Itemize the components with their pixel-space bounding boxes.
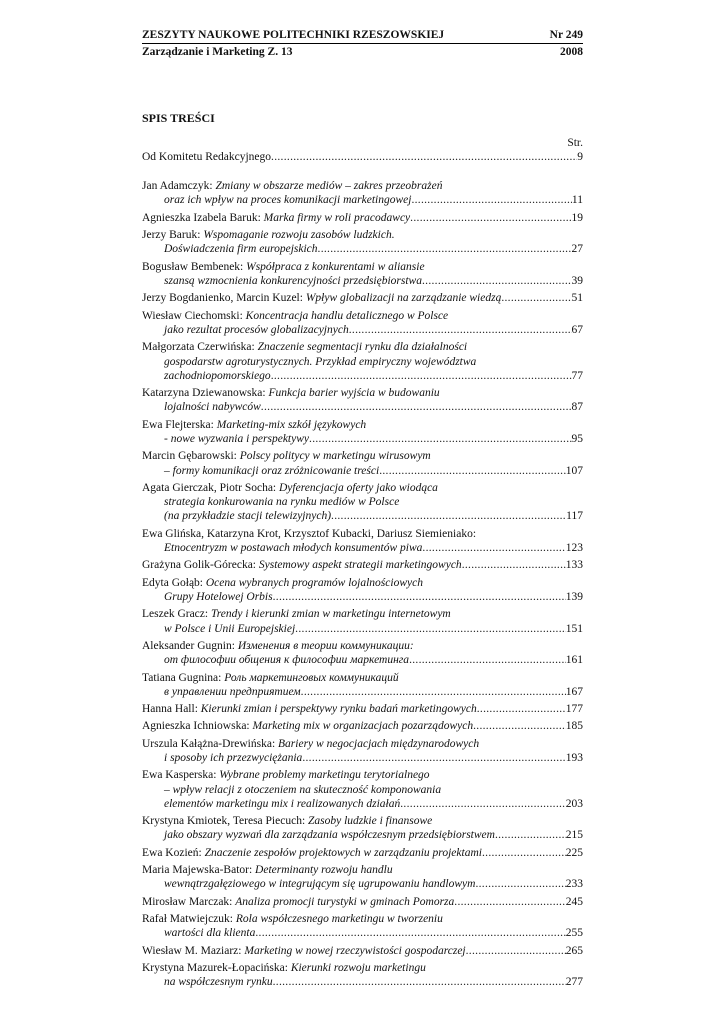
dot-leader [501,291,571,305]
dot-leader [349,323,572,337]
entry-author: Aleksander Gugnin: [142,639,238,652]
entry-author: Leszek Gracz: [142,608,211,621]
entry-page-number: 139 [565,590,583,603]
toc-entry [142,607,583,635]
toc-entry [142,702,583,716]
entry-page-number: 151 [565,622,583,635]
entry-title: - nowe wyzwania i perspektywy [164,432,310,445]
entry-page-number: 77 [571,369,583,382]
toc-entry [142,846,583,860]
entry-author: Maria Majewska-Bator: [142,864,256,877]
entry-page-number: 95 [571,432,583,445]
entry-title: wartości dla klienta [164,927,256,940]
entry-author: Marcin Gębarowski: [142,450,240,463]
dot-leader [318,242,572,256]
document-page [142,28,583,990]
entry-title: jako rezultat procesów globalizacyjnych [164,323,349,336]
dot-leader [477,702,566,716]
entry-author: Hanna Hall: [142,703,201,716]
toc-entry [142,558,583,572]
entry-title: strategia konkurowania na rynku mediów w Polsce [164,496,400,509]
dot-leader [271,150,577,164]
toc-entry [142,228,583,256]
entry-page-number: 277 [565,976,583,989]
entry-title: Marketing w nowej rzeczywistości gospodarczej [244,944,466,957]
entry-page-number: 167 [565,685,583,698]
entry-author: Krystyna Kmiotek, Teresa Piecuch: [142,815,309,828]
toc-entry [142,719,583,733]
toc-entry [142,260,583,288]
entry-title: Determinanty rozwoju handlu [255,864,393,877]
entry-author: Ewa Glińska, Katarzyna Krot, Krzysztof Kubacki, Dariusz Siemieniako: [142,527,477,540]
entry-page-number: 233 [565,878,583,891]
toc-entry [142,814,583,842]
entry-title: w Polsce i Unii Europejskiej [164,622,296,635]
entry-title: elementów marketingu mix i realizowanych działań [164,797,401,810]
entry-title: oraz ich wpływ na proces komunikacji marketingowej [164,194,412,207]
entry-title: wewnątrzgałęziowego w integrującym się ugrupowaniu handlowym [164,878,476,891]
dot-leader [409,653,566,667]
entry-title: Kierunki zmian i perspektywy rynku badań marketingowych [200,703,477,716]
entry-page-number: 11 [571,194,583,207]
dot-leader [482,846,566,860]
entry-title: (na przykładzie stacji telewizyjnych) [164,510,332,523]
dot-leader [422,541,565,555]
entry-author: Agata Gierczak, Piotr Socha: [142,481,279,494]
entry-author: Urszula Kałążna-Drewińska: [142,737,279,750]
entry-title: Zmiany w obszarze mediów – zakres przeobrażeń [215,180,443,193]
entry-title: от философии общения к философии маркетинга [164,654,410,667]
issue-number: Nr 249 [549,29,583,41]
entry-title: Znaczenie zespołów projektowych w zarządzaniu projektami [204,846,482,859]
series-title: Zarządzanie i Marketing Z. 13 [142,46,293,58]
entry-page-number: 117 [566,510,583,523]
entry-page-number: 265 [565,944,583,957]
toc-entry [142,309,583,337]
entry-author: Ewa Kasperska: [142,769,220,782]
toc-entry [142,576,583,604]
entry-page-number: 177 [565,703,583,716]
toc-entry [142,179,583,207]
dot-leader [309,432,571,446]
entry-title: Marketing mix w organizacjach pozarządowych [252,720,474,733]
entry-title: в управлении предприятием [164,685,301,698]
entry-title: Ocena wybranych programów lojalnościowych [205,576,423,589]
entry-title: Funkcja barier wyjścia w budowaniu [268,387,440,400]
dot-leader [410,211,571,225]
dot-leader [301,685,566,699]
table-of-contents [142,150,583,990]
entry-author: Od Komitetu Redakcyjnego [142,151,272,163]
entry-title: Grupy Hotelowej Orbis [164,590,273,603]
entry-author: Bogusław Bembenek: [142,260,247,273]
entry-page-number: 9 [577,151,583,163]
dot-leader [473,719,566,733]
entry-author: Wiesław Ciechomski: [142,309,246,322]
entry-page-number: 255 [565,927,583,940]
entry-page-number: 67 [571,323,583,336]
entry-title: Wspomaganie rozwoju zasobów ludzkich. [203,229,395,242]
dot-leader [411,193,571,207]
entry-author: Jan Adamczyk: [142,180,216,193]
dot-leader [302,751,565,765]
toc-title: SPIS TREŚCI [142,111,215,125]
entry-title: Polscy politycy w marketingu wirusowym [239,450,431,463]
entry-title: Trendy i kierunki zmian w marketingu internetowym [210,608,451,621]
entry-title: jako obszary wyzwań dla zarządzania współczesnym przedsiębiorstwem [164,829,495,842]
entry-page-number: 161 [565,654,583,667]
dot-leader [273,590,566,604]
entry-title: szansą wzmocnienia konkurencyjności przedsiębiorstwa [164,274,422,287]
entry-author: Rafał Matwiejczuk: [142,913,236,926]
toc-entry [142,639,583,667]
entry-title: Analiza promocji turystyki w gminach Pomorza [235,895,455,908]
entry-page-number: 245 [565,895,583,908]
entry-page-number: 215 [565,829,583,842]
dot-leader [466,944,566,958]
entry-author: Mirosław Marczak: [142,895,236,908]
entry-author: Agnieszka Ichniowska: [142,720,253,733]
entry-title: Wpływ globalizacji na zarządzanie wiedzą [305,292,502,305]
entry-title: Роль маркетинговых коммуникаций [224,671,399,684]
dot-leader [255,926,565,940]
dot-leader [273,975,566,989]
toc-entry [142,912,583,940]
toc-entry [142,449,583,477]
entry-title: Wybrane problemy marketingu terytorialnego [219,769,430,782]
entry-author: Jerzy Bogdanienko, Marcin Kuzel: [142,292,306,305]
entry-page-number: 51 [571,292,583,305]
dot-leader [400,797,566,811]
entry-author: Edyta Gołąb: [142,576,206,589]
dot-leader [462,558,566,572]
dot-leader [261,400,572,414]
entry-title: Marka firmy w roli pracodawcy [263,211,411,224]
dot-leader [379,464,566,478]
entry-page-number: 203 [565,797,583,810]
entry-title: – wpływ relacji z otoczeniem na skuteczność komponowania [164,783,442,796]
entry-title: Współpraca z konkurentami w aliansie [246,260,425,273]
dot-leader [475,877,565,891]
dot-leader [331,509,566,523]
entry-author: Wiesław M. Maziarz: [142,944,245,957]
toc-entry [142,340,583,383]
entry-page-number: 87 [571,401,583,414]
toc-entry [142,768,583,811]
entry-author: Agnieszka Izabela Baruk: [142,211,264,224]
entry-author: Ewa Flejterska: [142,418,217,431]
entry-page-number: 27 [571,243,583,256]
dot-leader [271,369,572,383]
entry-page-number: 185 [565,720,583,733]
running-header [142,28,583,59]
entry-page-number: 39 [571,274,583,287]
toc-entry [142,386,583,414]
entry-page-number: 19 [571,211,583,224]
toc-entry [142,211,583,225]
entry-page-number: 133 [565,559,583,572]
entry-title: Systemowy aspekt strategii marketingowych [258,559,462,572]
toc-entry [142,737,583,765]
entry-author: Grażyna Golik-Górecka: [142,559,259,572]
dot-leader [295,622,566,636]
entry-author: Tatiana Gugnina: [142,671,225,684]
entry-title: na współczesnym rynku [164,976,273,989]
toc-entry [142,291,583,305]
header-rule [142,43,583,44]
toc-entry [142,150,583,164]
entry-title: Koncentracja handlu detalicznego w Polsce [245,309,449,322]
entry-title: lojalności nabywców [164,401,261,414]
entry-author: Małgorzata Czerwińska: [142,341,258,354]
entry-title: Kierunki rozwoju marketingu [290,962,426,975]
entry-title: Doświadczenia firm europejskich [164,243,318,256]
entry-page-number: 193 [565,752,583,765]
entry-page-number: 123 [565,541,583,554]
entry-title: gospodarstw agroturystycznych. Przykład empiryczny województwa [164,355,477,368]
entry-title: Etnocentryzm w postawach młodych konsumentów piwa [164,541,423,554]
issue-year: 2008 [560,46,583,58]
toc-entry [142,863,583,891]
toc-entry [142,895,583,909]
toc-entry [142,944,583,958]
entry-page-number: 225 [565,846,583,859]
entry-title: Znaczenie segmentacji rynku dla działalności [257,341,468,354]
entry-title: Marketing-mix szkół językowych [216,418,367,431]
toc-entry [142,961,583,989]
entry-title: Rola współczesnego marketingu w tworzeniu [235,913,443,926]
entry-title: Zasoby ludzkie i finansowe [308,815,433,828]
dot-leader [454,895,565,909]
toc-entry [142,527,583,555]
journal-title: ZESZYTY NAUKOWE POLITECHNIKI RZESZOWSKIEJ [142,29,445,41]
entry-page-number: 107 [565,464,583,477]
entry-author: Jerzy Baruk: [142,229,204,242]
entry-title: – formy komunikacji oraz zróżnicowanie treści [164,464,380,477]
entry-title: Dyferencjacja oferty jako wiodąca [279,481,438,494]
dot-leader [495,828,566,842]
dot-leader [422,274,572,288]
entry-title: zachodniopomorskiego [164,369,271,382]
entry-title: Bariery w negocjacjach międzynarodowych [278,737,480,750]
entry-title: i sposoby ich przezwyciężania [164,752,303,765]
entry-author: Ewa Kozień: [142,846,205,859]
page-column-label: Str. [567,137,583,149]
entry-author: Katarzyna Dziewanowska: [142,387,269,400]
entry-author: Krystyna Mazurek-Łopacińska: [142,962,291,975]
entry-title: Изменения в теории коммуникации: [237,639,414,652]
toc-entry [142,671,583,699]
toc-entry [142,481,583,524]
toc-entry [142,418,583,446]
